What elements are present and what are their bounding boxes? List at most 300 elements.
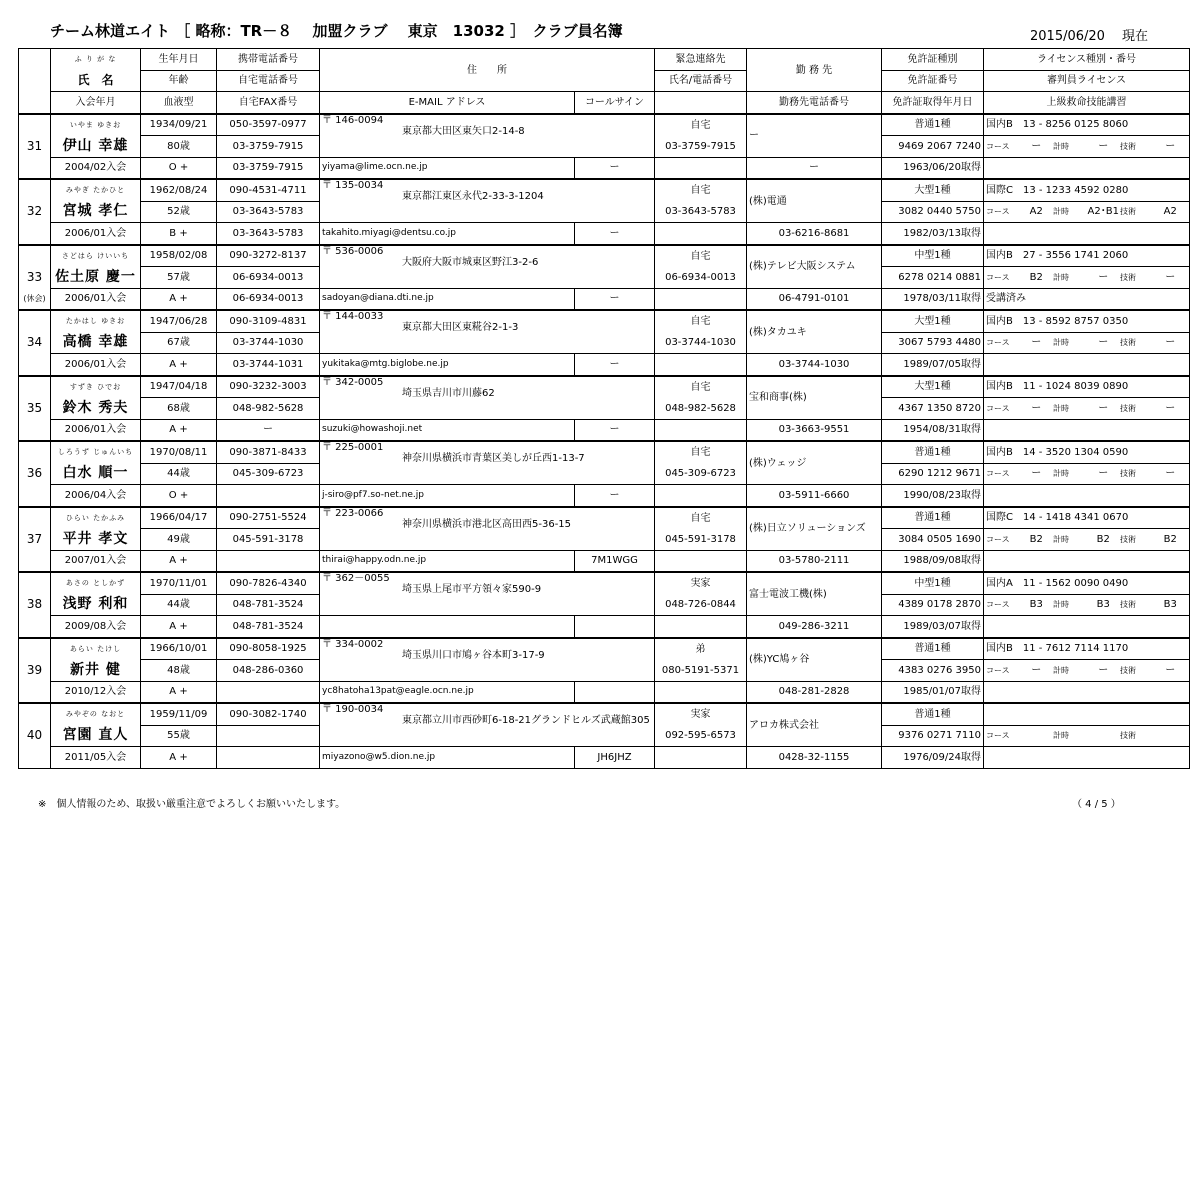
member-work-tel: 03-5911-6660	[747, 485, 882, 507]
member-kana: すずき ひでお	[51, 376, 141, 398]
referee-tech-value: ー	[1165, 664, 1176, 676]
member-row	[19, 354, 1190, 376]
document-title: チーム林道エイト ［ 略称：TR－８ 加盟クラブ 東京 13032 ］ クラブ員名簿	[50, 22, 623, 40]
referee-timing-label: 計時	[1053, 731, 1069, 741]
member-rescue	[984, 223, 1190, 245]
member-status	[19, 419, 51, 441]
member-callsign: ー	[575, 157, 655, 179]
referee-timing-value: ー	[1098, 402, 1109, 414]
member-license-type: 中型1種	[882, 572, 984, 594]
referee-tech-value: ー	[1165, 140, 1176, 152]
referee-tech-value	[1154, 730, 1188, 741]
member-emergency-relation: 自宅	[655, 114, 747, 136]
member-number: 40	[19, 725, 51, 747]
member-license-date: 1976/09/24取得	[882, 747, 984, 769]
member-work: (株)日立ソリューションズ	[747, 507, 882, 551]
member-emergency-tel: 045-591-3178	[655, 529, 747, 551]
member-license-type: 大型1種	[882, 376, 984, 398]
member-blank	[655, 354, 747, 376]
member-home-tel: 03-3759-7915	[217, 136, 320, 158]
member-kana: あさの としかず	[51, 572, 141, 594]
member-number: 34	[19, 332, 51, 354]
member-number-top	[19, 441, 51, 463]
referee-timing-label: 計時	[1053, 665, 1069, 675]
referee-timing	[1053, 534, 1120, 545]
member-license-no: 4367 1350 8720	[882, 398, 984, 420]
referee-timing-label: 計時	[1053, 534, 1069, 544]
member-join: 2006/01入会	[51, 354, 141, 376]
member-number: 39	[19, 660, 51, 682]
referee-course-label: コース	[986, 207, 1010, 217]
referee-timing-label: 計時	[1053, 207, 1069, 217]
referee-course-label: コース	[986, 403, 1010, 413]
referee-timing-value: A2･B1	[1087, 206, 1119, 218]
member-number: 32	[19, 201, 51, 223]
member-birth: 1959/11/09	[141, 703, 217, 725]
referee-course-value: ー	[1031, 140, 1042, 152]
member-license-no: 6278 0214 0881	[882, 267, 984, 289]
member-number-top	[19, 245, 51, 267]
member-street-address: 東京都立川市西砂町6-18-21グランドヒルズ武蔵館305	[402, 715, 650, 726]
header-license-type: 免許証種別	[882, 49, 984, 71]
member-license-type: 普通1種	[882, 114, 984, 136]
member-blank	[655, 747, 747, 769]
member-join: 2010/12入会	[51, 681, 141, 703]
header-email: E-MAIL アドレス	[320, 92, 575, 114]
member-blood: A +	[141, 288, 217, 310]
page-number: （ 4 / 5 ）	[1072, 799, 1121, 810]
referee-course-label: コース	[986, 534, 1010, 544]
referee-timing-label: 計時	[1053, 141, 1069, 151]
member-number-top	[19, 376, 51, 398]
member-street-address: 埼玉県吉川市川藤62	[402, 387, 495, 399]
referee-timing-value: ー	[1098, 271, 1109, 283]
member-home-tel: 045-309-6723	[217, 463, 320, 485]
member-kana: しろうず じゅんいち	[51, 441, 141, 463]
member-email: yiyama@lime.ocn.ne.jp	[320, 157, 575, 179]
referee-license-cell	[984, 332, 1190, 354]
referee-course	[986, 206, 1053, 217]
member-blank	[655, 681, 747, 703]
member-license-type: 大型1種	[882, 310, 984, 332]
header-birth: 生年月日	[141, 49, 217, 71]
member-blood: A +	[141, 681, 217, 703]
member-birth: 1970/08/11	[141, 441, 217, 463]
member-row	[19, 638, 1190, 660]
member-work-tel: 049-286-3211	[747, 616, 882, 638]
member-number: 37	[19, 529, 51, 551]
member-rescue	[984, 354, 1190, 376]
referee-tech	[1120, 665, 1187, 676]
member-birth: 1970/11/01	[141, 572, 217, 594]
member-row	[19, 310, 1190, 332]
member-mobile: 090-4531-4711	[217, 179, 320, 201]
member-license-type: 中型1種	[882, 245, 984, 267]
member-license-type: 普通1種	[882, 507, 984, 529]
member-status	[19, 485, 51, 507]
member-rescue	[984, 681, 1190, 703]
member-emergency-relation: 自宅	[655, 245, 747, 267]
member-street-address: 神奈川県横浜市青葉区美しが丘西1-13-7	[402, 453, 585, 464]
member-mobile: 090-8058-1925	[217, 638, 320, 660]
referee-tech-label: 技術	[1120, 469, 1136, 479]
header-emergency-sub: 氏名/電話番号	[655, 70, 747, 92]
member-email: sadoyan@diana.dti.ne.jp	[320, 288, 575, 310]
member-license-no: 3067 5793 4480	[882, 332, 984, 354]
header-blank	[19, 49, 51, 71]
header-work-tel: 勤務先電話番号	[747, 92, 882, 114]
member-street-address: 埼玉県上尾市平方領々家590-9	[402, 584, 542, 595]
member-callsign: ー	[575, 419, 655, 441]
member-zip: 〒 362－0055	[322, 573, 390, 584]
referee-timing-label: 計時	[1053, 403, 1069, 413]
member-license-no: 4389 0178 2870	[882, 594, 984, 616]
member-work-tel: 03-3663-9551	[747, 419, 882, 441]
member-email	[320, 616, 575, 638]
member-license-date: 1978/03/11取得	[882, 288, 984, 310]
member-name: 浅野 利和	[51, 594, 141, 616]
referee-course-value	[1020, 730, 1054, 741]
member-rescue	[984, 616, 1190, 638]
member-join: 2009/08入会	[51, 616, 141, 638]
referee-tech-value: A2	[1163, 206, 1177, 218]
member-number: 36	[19, 463, 51, 485]
member-blood: O +	[141, 157, 217, 179]
member-row	[19, 550, 1190, 572]
member-home-tel: 048-286-0360	[217, 660, 320, 682]
member-fax: 048-781-3524	[217, 616, 320, 638]
member-mobile: 090-3232-3003	[217, 376, 320, 398]
member-emergency-relation: 実家	[655, 703, 747, 725]
referee-tech-label: 技術	[1120, 731, 1136, 741]
referee-license-cell	[984, 660, 1190, 682]
member-work-tel: 03-6216-8681	[747, 223, 882, 245]
member-street-address: 東京都江東区永代2-33-3-1204	[402, 191, 544, 202]
member-emergency-relation: 自宅	[655, 310, 747, 332]
member-email: yc8hatoha13pat@eagle.ocn.ne.jp	[320, 681, 575, 703]
member-age: 57歳	[141, 267, 217, 289]
referee-timing	[1053, 206, 1120, 217]
referee-timing-value: ー	[1098, 140, 1109, 152]
member-join: 2006/01入会	[51, 223, 141, 245]
referee-timing-label: 計時	[1053, 469, 1069, 479]
member-number-top	[19, 572, 51, 594]
member-kana: みやぞの なおと	[51, 703, 141, 725]
member-work: (株)タカユキ	[747, 310, 882, 354]
header-age: 年齢	[141, 70, 217, 92]
member-home-tel: 045-591-3178	[217, 529, 320, 551]
member-emergency-relation: 自宅	[655, 507, 747, 529]
header-home-tel: 自宅電話番号	[217, 70, 320, 92]
member-number-top	[19, 507, 51, 529]
member-age: 44歳	[141, 594, 217, 616]
member-address	[320, 441, 655, 485]
member-license-date: 1990/08/23取得	[882, 485, 984, 507]
member-join: 2011/05入会	[51, 747, 141, 769]
member-callsign	[575, 681, 655, 703]
member-address	[320, 507, 655, 551]
member-status	[19, 550, 51, 572]
member-license-date: 1989/03/07取得	[882, 616, 984, 638]
member-mobile: 090-3272-8137	[217, 245, 320, 267]
referee-tech-label: 技術	[1120, 600, 1136, 610]
member-address	[320, 638, 655, 682]
member-rescue	[984, 485, 1190, 507]
member-address	[320, 245, 655, 289]
referee-course-value: A2	[1029, 206, 1043, 218]
referee-timing	[1053, 337, 1120, 348]
member-number-top	[19, 703, 51, 725]
header-blank	[19, 92, 51, 114]
referee-tech	[1120, 730, 1187, 741]
referee-tech-label: 技術	[1120, 534, 1136, 544]
referee-tech	[1120, 337, 1187, 348]
referee-tech-value: ー	[1165, 337, 1176, 349]
member-roster-table	[18, 48, 1190, 769]
member-birth: 1962/08/24	[141, 179, 217, 201]
member-status	[19, 354, 51, 376]
member-fax: 03-3744-1031	[217, 354, 320, 376]
member-join: 2006/01入会	[51, 419, 141, 441]
member-license-date: 1989/07/05取得	[882, 354, 984, 376]
member-street-address: 神奈川県横浜市港北区高田西5-36-15	[402, 518, 572, 530]
member-address	[320, 376, 655, 420]
member-home-tel: 03-3744-1030	[217, 332, 320, 354]
member-emergency-tel: 03-3759-7915	[655, 136, 747, 158]
header-license-date: 免許証取得年月日	[882, 92, 984, 114]
member-zip: 〒 144-0033	[322, 311, 384, 322]
header-rescue: 上級救命技能講習	[984, 92, 1190, 114]
referee-tech	[1120, 468, 1187, 479]
member-blank	[655, 419, 747, 441]
referee-tech	[1120, 599, 1187, 610]
referee-course-label: コース	[986, 272, 1010, 282]
member-blood: A +	[141, 354, 217, 376]
header-address: 住 所	[320, 49, 655, 92]
member-license-kind: 国内B 11 - 7612 7114 1170	[984, 638, 1190, 660]
member-work-tel: 048-281-2828	[747, 681, 882, 703]
member-fax	[217, 681, 320, 703]
member-number: 38	[19, 594, 51, 616]
referee-tech-label: 技術	[1120, 141, 1136, 151]
referee-course-value: B2	[1029, 533, 1043, 545]
member-license-kind: 国際C 14 - 1418 4341 0670	[984, 507, 1190, 529]
referee-course-value: B2	[1029, 271, 1043, 283]
member-emergency-relation: 実家	[655, 572, 747, 594]
member-callsign: 7M1WGG	[575, 550, 655, 572]
member-email: miyazono@w5.dion.ne.jp	[320, 747, 575, 769]
member-license-kind: 国内B 13 - 8256 0125 8060	[984, 114, 1190, 136]
member-age: 55歳	[141, 725, 217, 747]
referee-tech	[1120, 206, 1187, 217]
referee-course-label: コース	[986, 338, 1010, 348]
member-number: 31	[19, 136, 51, 158]
member-join: 2006/01入会	[51, 288, 141, 310]
member-license-kind: 国内A 11 - 1562 0090 0490	[984, 572, 1190, 594]
member-home-tel: 048-982-5628	[217, 398, 320, 420]
member-kana: たかはし ゆきお	[51, 310, 141, 332]
member-license-kind: 国内B 13 - 8592 8757 0350	[984, 310, 1190, 332]
member-name: 平井 孝文	[51, 529, 141, 551]
referee-timing	[1053, 599, 1120, 610]
member-row	[19, 245, 1190, 267]
member-work-tel: 06-4791-0101	[747, 288, 882, 310]
referee-course	[986, 665, 1053, 676]
member-number-top	[19, 179, 51, 201]
member-kana: ひらい たかふみ	[51, 507, 141, 529]
member-name: 宮園 直人	[51, 725, 141, 747]
member-address	[320, 310, 655, 354]
referee-license-cell	[984, 136, 1190, 158]
member-rescue	[984, 747, 1190, 769]
referee-timing	[1053, 272, 1120, 283]
member-age: 52歳	[141, 201, 217, 223]
referee-timing	[1053, 730, 1120, 741]
referee-tech-value: B2	[1163, 533, 1177, 545]
member-work: (株)ウェッジ	[747, 441, 882, 485]
member-emergency-tel: 048-982-5628	[655, 398, 747, 420]
referee-timing-label: 計時	[1053, 338, 1069, 348]
member-zip: 〒 223-0066	[322, 507, 384, 519]
member-name: 白水 順一	[51, 463, 141, 485]
member-mobile: 090-3082-1740	[217, 703, 320, 725]
member-number-top	[19, 310, 51, 332]
member-birth: 1966/04/17	[141, 507, 217, 529]
member-birth: 1934/09/21	[141, 114, 217, 136]
member-blood: O +	[141, 485, 217, 507]
member-row	[19, 419, 1190, 441]
member-work-tel: 03-5780-2111	[747, 550, 882, 572]
member-status: (休会)	[19, 288, 51, 310]
referee-timing	[1053, 665, 1120, 676]
header-join: 入会年月	[51, 92, 141, 114]
member-blood: A +	[141, 747, 217, 769]
referee-timing	[1053, 468, 1120, 479]
member-emergency-tel: 080-5191-5371	[655, 660, 747, 682]
member-email: takahito.miyagi@dentsu.co.jp	[320, 223, 575, 245]
member-status	[19, 681, 51, 703]
member-row	[19, 288, 1190, 310]
member-license-type: 大型1種	[882, 179, 984, 201]
referee-timing-label: 計時	[1053, 272, 1069, 282]
referee-license-cell	[984, 267, 1190, 289]
as-of-date: 2015/06/20 現在	[1030, 29, 1149, 44]
member-callsign: ー	[575, 354, 655, 376]
referee-course	[986, 272, 1053, 283]
member-callsign: ー	[575, 288, 655, 310]
member-fax: 03-3759-7915	[217, 157, 320, 179]
member-callsign: ー	[575, 223, 655, 245]
referee-timing-value: B2	[1096, 533, 1110, 545]
member-work-tel: 03-3744-1030	[747, 354, 882, 376]
member-rescue	[984, 419, 1190, 441]
member-email: suzuki@howashoji.net	[320, 419, 575, 441]
member-callsign	[575, 616, 655, 638]
header-blood: 血液型	[141, 92, 217, 114]
member-email: j-siro@pf7.so-net.ne.jp	[320, 485, 575, 507]
member-age: 80歳	[141, 136, 217, 158]
member-street-address: 東京都大田区東矢口2-14-8	[402, 125, 525, 137]
referee-license-cell	[984, 463, 1190, 485]
header-lic-kind: ライセンス種別・番号	[984, 49, 1190, 71]
member-birth: 1966/10/01	[141, 638, 217, 660]
member-status	[19, 157, 51, 179]
header-fax: 自宅FAX番号	[217, 92, 320, 114]
member-home-tel	[217, 725, 320, 747]
member-address	[320, 572, 655, 616]
referee-license-cell	[984, 529, 1190, 551]
member-fax	[217, 550, 320, 572]
referee-timing-label: 計時	[1053, 600, 1069, 610]
member-address	[320, 179, 655, 223]
member-work-tel: 0428-32-1155	[747, 747, 882, 769]
member-mobile: 050-3597-0977	[217, 114, 320, 136]
header-blank	[19, 70, 51, 92]
member-home-tel: 06-6934-0013	[217, 267, 320, 289]
referee-timing-value: B3	[1096, 599, 1110, 611]
member-street-address: 埼玉県川口市鳩ヶ谷本町3-17-9	[402, 649, 545, 661]
referee-course	[986, 599, 1053, 610]
referee-course	[986, 141, 1053, 152]
header-emergency: 緊急連絡先	[655, 49, 747, 71]
member-row	[19, 747, 1190, 769]
member-age: 68歳	[141, 398, 217, 420]
member-kana: さどはら けいいち	[51, 245, 141, 267]
referee-course-label: コース	[986, 665, 1010, 675]
referee-course	[986, 403, 1053, 414]
member-fax: 03-3643-5783	[217, 223, 320, 245]
member-row	[19, 507, 1190, 529]
referee-timing	[1053, 403, 1120, 414]
member-license-type: 普通1種	[882, 441, 984, 463]
member-work: (株)YC鳩ヶ谷	[747, 638, 882, 682]
member-zip: 〒 342-0005	[322, 376, 384, 388]
member-mobile: 090-3871-8433	[217, 441, 320, 463]
member-emergency-relation: 弟	[655, 638, 747, 660]
member-address	[320, 703, 655, 747]
member-license-kind: 国内B 11 - 1024 8039 0890	[984, 376, 1190, 398]
header-callsign: コールサイン	[575, 92, 655, 114]
member-age: 67歳	[141, 332, 217, 354]
referee-tech-label: 技術	[1120, 272, 1136, 282]
member-row	[19, 681, 1190, 703]
member-row	[19, 179, 1190, 201]
referee-tech-label: 技術	[1120, 207, 1136, 217]
member-join: 2004/02入会	[51, 157, 141, 179]
member-license-kind	[984, 703, 1190, 725]
referee-timing-value: ー	[1098, 468, 1109, 480]
referee-tech	[1120, 534, 1187, 545]
member-status	[19, 616, 51, 638]
member-join: 2006/04入会	[51, 485, 141, 507]
referee-course-label: コース	[986, 469, 1010, 479]
member-license-date: 1954/08/31取得	[882, 419, 984, 441]
referee-course-label: コース	[986, 600, 1010, 610]
member-name: 新井 健	[51, 660, 141, 682]
referee-timing-value	[1087, 730, 1121, 741]
member-license-no: 6290 1212 9671	[882, 463, 984, 485]
member-blank	[655, 223, 747, 245]
referee-course	[986, 730, 1053, 741]
referee-course	[986, 337, 1053, 348]
member-blank	[655, 616, 747, 638]
referee-tech	[1120, 141, 1187, 152]
member-license-date: 1963/06/20取得	[882, 157, 984, 179]
member-fax	[217, 485, 320, 507]
referee-tech-value: ー	[1165, 271, 1176, 283]
member-name: 宮城 孝仁	[51, 201, 141, 223]
privacy-note: ※ 個人情報のため、取扱い厳重注意でよろしくお願いいたします。	[38, 799, 346, 810]
